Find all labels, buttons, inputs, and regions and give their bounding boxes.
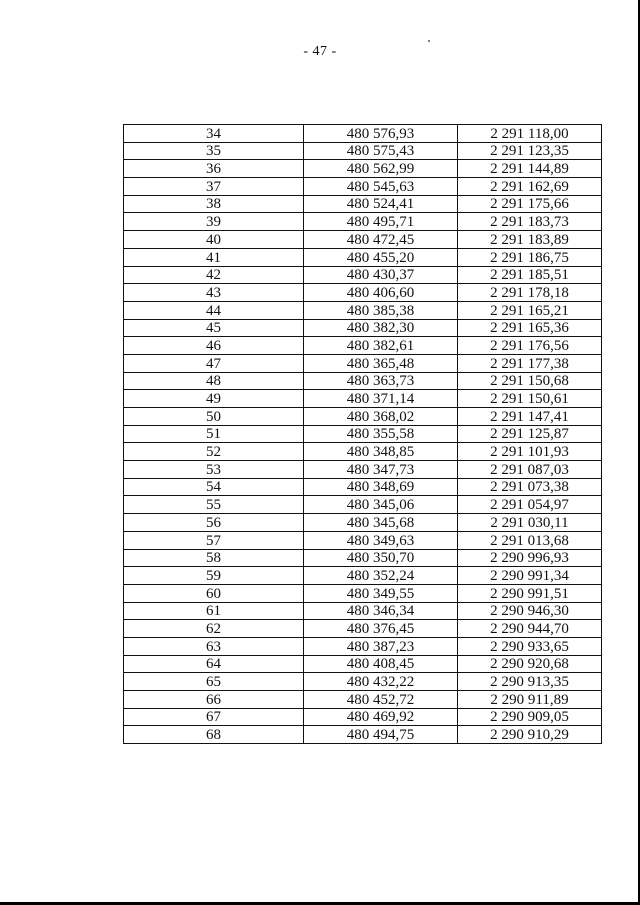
y-coordinate-cell: 2 291 054,97 xyxy=(458,496,602,514)
table-row xyxy=(124,284,602,302)
point-number-cell: 56 xyxy=(124,514,304,532)
coordinates-table-body xyxy=(124,125,602,744)
table-row xyxy=(124,620,602,638)
table-row xyxy=(124,125,602,143)
y-coordinate-cell: 2 291 030,11 xyxy=(458,514,602,532)
table-row xyxy=(124,408,602,426)
y-coordinate-cell: 2 291 118,00 xyxy=(458,125,602,143)
y-coordinate-cell: 2 291 123,35 xyxy=(458,142,602,160)
point-number-cell: 66 xyxy=(124,691,304,709)
table-row xyxy=(124,372,602,390)
x-coordinate-cell: 480 382,30 xyxy=(304,319,458,337)
point-number-cell: 35 xyxy=(124,142,304,160)
x-coordinate-cell: 480 365,48 xyxy=(304,354,458,372)
table-row xyxy=(124,496,602,514)
x-coordinate-cell: 480 376,45 xyxy=(304,620,458,638)
table-row xyxy=(124,673,602,691)
x-coordinate-cell: 480 575,43 xyxy=(304,142,458,160)
table-row xyxy=(124,248,602,266)
point-number-cell: 42 xyxy=(124,266,304,284)
y-coordinate-cell: 2 291 087,03 xyxy=(458,461,602,479)
x-coordinate-cell: 480 355,58 xyxy=(304,425,458,443)
page-number: - 47 - xyxy=(303,44,337,59)
y-coordinate-cell: 2 290 944,70 xyxy=(458,620,602,638)
x-coordinate-cell: 480 350,70 xyxy=(304,549,458,567)
x-coordinate-cell: 480 545,63 xyxy=(304,178,458,196)
point-number-cell: 43 xyxy=(124,284,304,302)
point-number-cell: 62 xyxy=(124,620,304,638)
y-coordinate-cell: 2 290 996,93 xyxy=(458,549,602,567)
x-coordinate-cell: 480 430,37 xyxy=(304,266,458,284)
x-coordinate-cell: 480 469,92 xyxy=(304,708,458,726)
table-row xyxy=(124,478,602,496)
y-coordinate-cell: 2 291 150,68 xyxy=(458,372,602,390)
point-number-cell: 67 xyxy=(124,708,304,726)
y-coordinate-cell: 2 290 910,29 xyxy=(458,726,602,744)
y-coordinate-cell: 2 291 073,38 xyxy=(458,478,602,496)
x-coordinate-cell: 480 432,22 xyxy=(304,673,458,691)
x-coordinate-cell: 480 371,14 xyxy=(304,390,458,408)
x-coordinate-cell: 480 363,73 xyxy=(304,372,458,390)
table-row xyxy=(124,726,602,744)
y-coordinate-cell: 2 290 909,05 xyxy=(458,708,602,726)
x-coordinate-cell: 480 472,45 xyxy=(304,231,458,249)
table-row xyxy=(124,531,602,549)
point-number-cell: 63 xyxy=(124,637,304,655)
x-coordinate-cell: 480 524,41 xyxy=(304,195,458,213)
point-number-cell: 64 xyxy=(124,655,304,673)
y-coordinate-cell: 2 291 177,38 xyxy=(458,354,602,372)
y-coordinate-cell: 2 291 178,18 xyxy=(458,284,602,302)
table-row xyxy=(124,142,602,160)
point-number-cell: 53 xyxy=(124,461,304,479)
point-number-cell: 61 xyxy=(124,602,304,620)
point-number-cell: 55 xyxy=(124,496,304,514)
coordinates-table xyxy=(123,124,602,744)
table-row xyxy=(124,708,602,726)
table-row xyxy=(124,390,602,408)
y-coordinate-cell: 2 291 125,87 xyxy=(458,425,602,443)
y-coordinate-cell: 2 290 911,89 xyxy=(458,691,602,709)
table-row xyxy=(124,549,602,567)
table-row xyxy=(124,461,602,479)
point-number-cell: 48 xyxy=(124,372,304,390)
scan-speck xyxy=(428,40,430,42)
y-coordinate-cell: 2 291 101,93 xyxy=(458,443,602,461)
point-number-cell: 34 xyxy=(124,125,304,143)
y-coordinate-cell: 2 291 175,66 xyxy=(458,195,602,213)
x-coordinate-cell: 480 345,06 xyxy=(304,496,458,514)
x-coordinate-cell: 480 406,60 xyxy=(304,284,458,302)
y-coordinate-cell: 2 291 165,21 xyxy=(458,301,602,319)
y-coordinate-cell: 2 291 176,56 xyxy=(458,337,602,355)
x-coordinate-cell: 480 455,20 xyxy=(304,248,458,266)
x-coordinate-cell: 480 348,69 xyxy=(304,478,458,496)
x-coordinate-cell: 480 382,61 xyxy=(304,337,458,355)
x-coordinate-cell: 480 495,71 xyxy=(304,213,458,231)
point-number-cell: 58 xyxy=(124,549,304,567)
y-coordinate-cell: 2 291 162,69 xyxy=(458,178,602,196)
point-number-cell: 45 xyxy=(124,319,304,337)
table-row xyxy=(124,567,602,585)
point-number-cell: 39 xyxy=(124,213,304,231)
x-coordinate-cell: 480 345,68 xyxy=(304,514,458,532)
point-number-cell: 60 xyxy=(124,584,304,602)
table-row xyxy=(124,602,602,620)
point-number-cell: 51 xyxy=(124,425,304,443)
y-coordinate-cell: 2 291 013,68 xyxy=(458,531,602,549)
point-number-cell: 54 xyxy=(124,478,304,496)
table-row xyxy=(124,231,602,249)
point-number-cell: 68 xyxy=(124,726,304,744)
point-number-cell: 50 xyxy=(124,408,304,426)
table-row xyxy=(124,319,602,337)
point-number-cell: 47 xyxy=(124,354,304,372)
x-coordinate-cell: 480 346,34 xyxy=(304,602,458,620)
y-coordinate-cell: 2 291 183,73 xyxy=(458,213,602,231)
point-number-cell: 41 xyxy=(124,248,304,266)
table-row xyxy=(124,637,602,655)
point-number-cell: 36 xyxy=(124,160,304,178)
y-coordinate-cell: 2 291 150,61 xyxy=(458,390,602,408)
table-row xyxy=(124,213,602,231)
table-row xyxy=(124,425,602,443)
x-coordinate-cell: 480 347,73 xyxy=(304,461,458,479)
table-row xyxy=(124,655,602,673)
table-row xyxy=(124,584,602,602)
table-row xyxy=(124,443,602,461)
x-coordinate-cell: 480 348,85 xyxy=(304,443,458,461)
point-number-cell: 65 xyxy=(124,673,304,691)
table-row xyxy=(124,266,602,284)
table-row xyxy=(124,178,602,196)
y-coordinate-cell: 2 290 913,35 xyxy=(458,673,602,691)
y-coordinate-cell: 2 290 991,34 xyxy=(458,567,602,585)
point-number-cell: 49 xyxy=(124,390,304,408)
x-coordinate-cell: 480 385,38 xyxy=(304,301,458,319)
point-number-cell: 38 xyxy=(124,195,304,213)
x-coordinate-cell: 480 408,45 xyxy=(304,655,458,673)
table-row xyxy=(124,195,602,213)
x-coordinate-cell: 480 562,99 xyxy=(304,160,458,178)
x-coordinate-cell: 480 349,63 xyxy=(304,531,458,549)
point-number-cell: 44 xyxy=(124,301,304,319)
y-coordinate-cell: 2 290 991,51 xyxy=(458,584,602,602)
y-coordinate-cell: 2 291 144,89 xyxy=(458,160,602,178)
table-row xyxy=(124,337,602,355)
point-number-cell: 46 xyxy=(124,337,304,355)
point-number-cell: 57 xyxy=(124,531,304,549)
y-coordinate-cell: 2 291 165,36 xyxy=(458,319,602,337)
point-number-cell: 40 xyxy=(124,231,304,249)
table-row xyxy=(124,514,602,532)
x-coordinate-cell: 480 352,24 xyxy=(304,567,458,585)
y-coordinate-cell: 2 290 933,65 xyxy=(458,637,602,655)
y-coordinate-cell: 2 291 185,51 xyxy=(458,266,602,284)
x-coordinate-cell: 480 387,23 xyxy=(304,637,458,655)
y-coordinate-cell: 2 291 183,89 xyxy=(458,231,602,249)
x-coordinate-cell: 480 452,72 xyxy=(304,691,458,709)
y-coordinate-cell: 2 290 946,30 xyxy=(458,602,602,620)
point-number-cell: 59 xyxy=(124,567,304,585)
y-coordinate-cell: 2 291 186,75 xyxy=(458,248,602,266)
table-row xyxy=(124,354,602,372)
x-coordinate-cell: 480 368,02 xyxy=(304,408,458,426)
table-row xyxy=(124,301,602,319)
table-row xyxy=(124,160,602,178)
point-number-cell: 52 xyxy=(124,443,304,461)
x-coordinate-cell: 480 494,75 xyxy=(304,726,458,744)
x-coordinate-cell: 480 349,55 xyxy=(304,584,458,602)
x-coordinate-cell: 480 576,93 xyxy=(304,125,458,143)
point-number-cell: 37 xyxy=(124,178,304,196)
table-row xyxy=(124,691,602,709)
y-coordinate-cell: 2 291 147,41 xyxy=(458,408,602,426)
y-coordinate-cell: 2 290 920,68 xyxy=(458,655,602,673)
